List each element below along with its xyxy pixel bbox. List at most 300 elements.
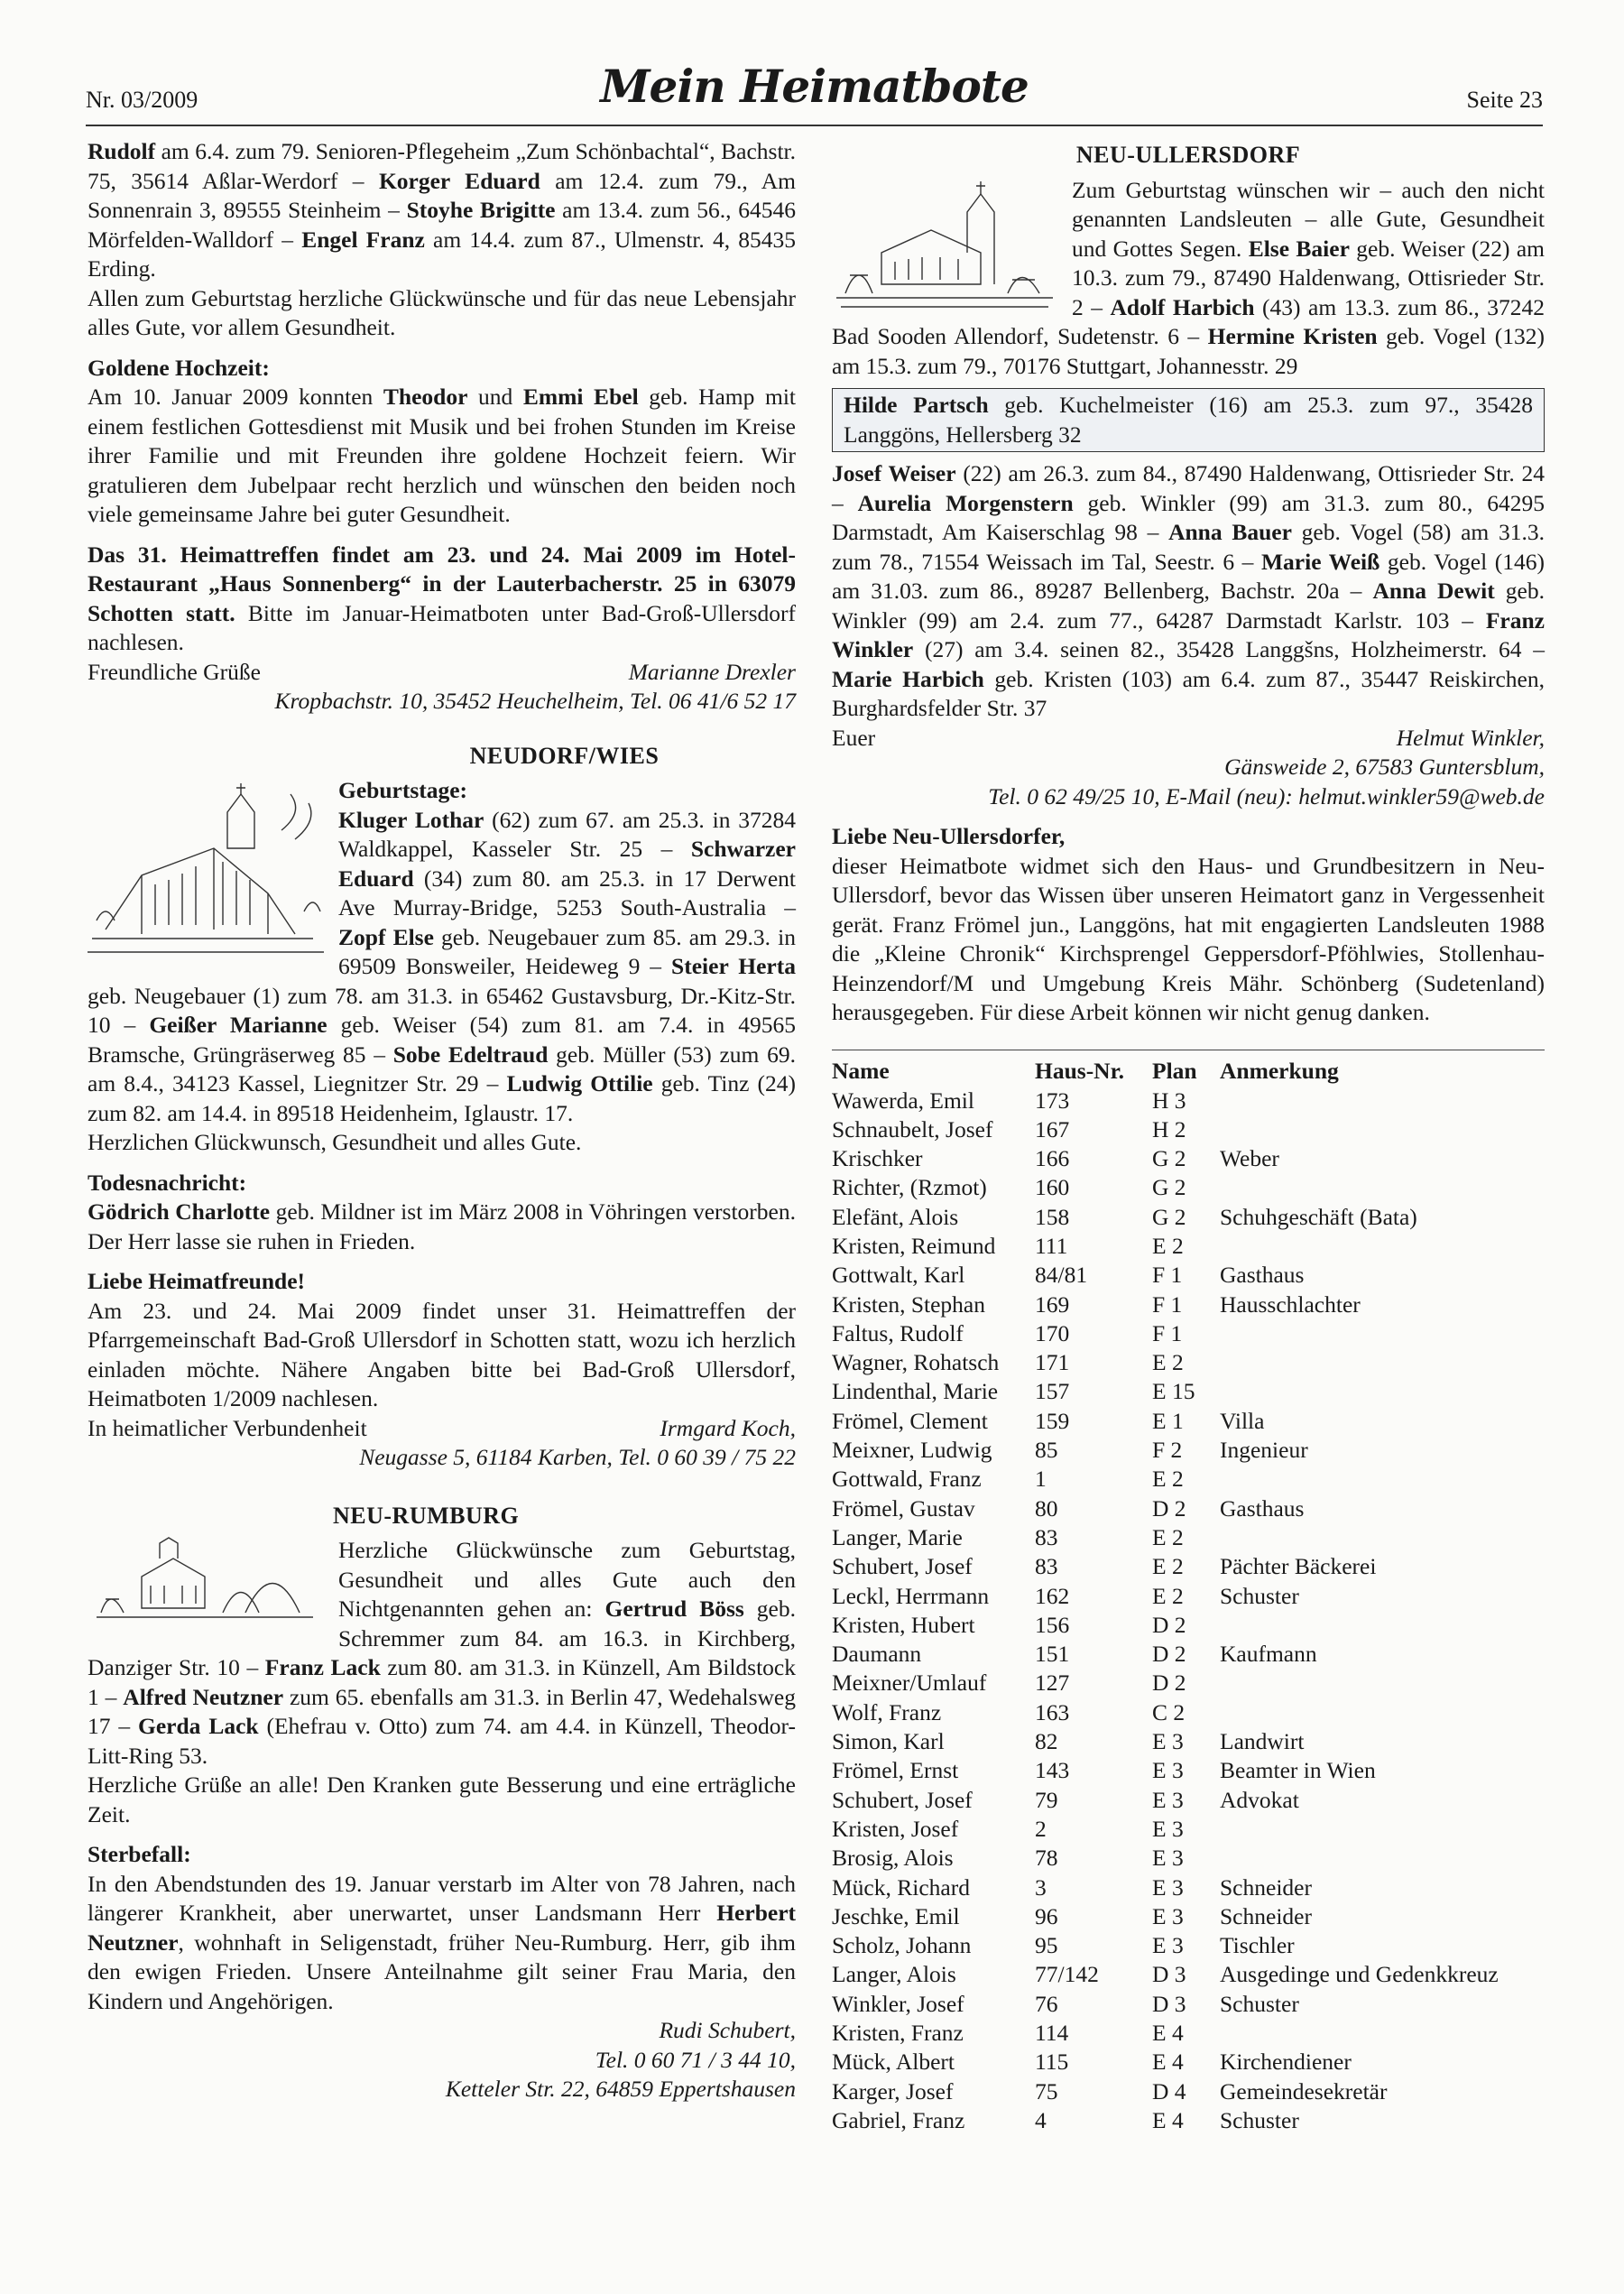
- cell-house-number: 158: [1035, 1203, 1070, 1230]
- cell-remark: Kaufmann: [1220, 1641, 1317, 1668]
- cell-plan: E 2: [1152, 1523, 1184, 1550]
- right-column: [832, 137, 1545, 2135]
- cell-plan: E 2: [1152, 1466, 1184, 1493]
- cell-name: Frömel, Gustav: [832, 1494, 975, 1522]
- cell-house-number: 96: [1035, 1902, 1058, 1929]
- table-row: [832, 1144, 1545, 1173]
- person-name: Marie Harbich: [832, 665, 984, 692]
- person-name: Alfred Neutzner: [123, 1683, 284, 1710]
- death-notice-heading: Todesnachricht:: [88, 1169, 247, 1196]
- table-header-plan: Plan: [1152, 1057, 1197, 1084]
- signature-address: Gänsweide 2, 67583 Guntersblum,: [1224, 754, 1545, 780]
- person-name: Stoyhe Brigitte: [406, 197, 556, 223]
- cell-plan: H 3: [1152, 1087, 1186, 1114]
- person-name: Franz Lack: [264, 1654, 381, 1680]
- person-name: Engel Franz: [301, 226, 425, 253]
- table-row: [832, 1902, 1545, 1931]
- cell-name: Meixner, Ludwig: [832, 1437, 992, 1464]
- text-segment: geb. Müller (53) zum 69. am 8.4., 34123 Kassel, Liegnitzer Str. 29 –: [88, 1041, 796, 1096]
- text-segment: In den Abendstunden des 19. Januar verstarb im Alter von 78 Jahren, nach längerer Krankheit, aber unerwartet, unser Landsmann Herr: [88, 1870, 796, 1926]
- text-segment: (62) zum 67. am 25.3. in 37284 Waldkappel, Kasseler Str. 25 –: [338, 806, 797, 862]
- text-segment: geb. Mildner ist im März 2008 in Vöhringen verstorben. Der Herr lasse sie ruhen in Frieden.: [88, 1198, 796, 1254]
- table-row: [832, 1727, 1545, 1756]
- cell-remark: Ausgedinge und Gedenkkreuz: [1220, 1961, 1499, 1988]
- cell-remark: Beamter in Wien: [1220, 1757, 1376, 1784]
- cell-plan: G 2: [1152, 1145, 1186, 1172]
- greeting: In heimatlicher Verbundenheit: [88, 1414, 367, 1441]
- cell-name: Daumann: [832, 1641, 922, 1668]
- page-header: [86, 52, 1543, 126]
- table-row: [832, 1582, 1545, 1611]
- cell-remark: [1220, 1465, 1545, 1494]
- cell-plan: D 2: [1152, 1611, 1186, 1638]
- cell-plan: F 2: [1152, 1437, 1183, 1464]
- cell-name: Simon, Karl: [832, 1728, 945, 1755]
- cell-remark: [1220, 1611, 1545, 1640]
- table-row: [832, 1087, 1545, 1115]
- table-row: [832, 1407, 1545, 1436]
- text-segment: geb. Winkler (99) am 2.4. zum 77., 64287 Darmstadt Karlstr. 103 –: [832, 578, 1545, 634]
- table-row: [832, 1611, 1545, 1640]
- text-segment: geb. Kristen (103) am 6.4. zum 87., 35447 Reiskirchen, Burghardsfelder Str. 37: [832, 665, 1545, 721]
- signature-address: Neugasse 5, 61184 Karben, Tel. 0 60 39 / 75 22: [359, 1444, 796, 1470]
- table-row: [832, 1436, 1545, 1465]
- cell-name: Winkler, Josef: [832, 1990, 964, 2017]
- cell-remark: Tischler: [1220, 1932, 1295, 1959]
- cell-name: Wolf, Franz: [832, 1698, 942, 1725]
- table-row: [832, 2077, 1545, 2106]
- table-row: [832, 1815, 1545, 1844]
- cell-name: Frömel, Clement: [832, 1407, 988, 1434]
- cell-house-number: 95: [1035, 1932, 1058, 1959]
- person-name: Gödrich Charlotte: [88, 1198, 271, 1225]
- person-name: Anna Dewit: [1372, 578, 1495, 604]
- cell-name: Kristen, Franz: [832, 2020, 964, 2046]
- cell-name: Kristen, Josef: [832, 1815, 959, 1842]
- table-row: [832, 2019, 1545, 2048]
- person-name: Hermine Kristen: [1207, 323, 1378, 349]
- cell-house-number: 80: [1035, 1494, 1058, 1522]
- cell-plan: G 2: [1152, 1203, 1186, 1230]
- cell-remark: Schuster: [1220, 1582, 1299, 1609]
- cell-remark: Schuster: [1220, 2106, 1299, 2133]
- cell-plan: E 3: [1152, 1932, 1184, 1959]
- person-name: Steier Herta: [671, 953, 796, 979]
- cell-remark: [1220, 1173, 1545, 1202]
- text-segment: und: [467, 384, 523, 410]
- cell-name: Gottwald, Franz: [832, 1466, 982, 1493]
- cell-name: Brosig, Alois: [832, 1845, 954, 1872]
- cell-house-number: 1: [1035, 1466, 1047, 1493]
- person-name: Herbert Neutzner: [88, 1900, 796, 1956]
- cell-remark: Schuhgeschäft (Bata): [1220, 1203, 1417, 1230]
- table-row: [832, 1494, 1545, 1523]
- table-row: [832, 2048, 1545, 2077]
- signature-koch: [88, 1414, 796, 1444]
- cell-plan: F 1: [1152, 1290, 1183, 1318]
- cell-plan: E 2: [1152, 1582, 1184, 1609]
- cell-house-number: 160: [1035, 1174, 1070, 1201]
- cell-plan: E 2: [1152, 1553, 1184, 1580]
- cell-plan: D 2: [1152, 1494, 1186, 1522]
- person-name: Anna Bauer: [1168, 519, 1292, 545]
- cell-house-number: 82: [1035, 1728, 1058, 1755]
- cell-house-number: 79: [1035, 1786, 1058, 1813]
- cell-name: Gottwalt, Karl: [832, 1262, 965, 1289]
- cell-house-number: 84/81: [1035, 1262, 1088, 1289]
- cell-remark: Kirchendiener: [1220, 2049, 1352, 2076]
- signature-name: Helmut Winkler,: [1396, 724, 1545, 751]
- person-name: Kluger Lothar: [338, 806, 484, 833]
- text-segment: (34) zum 80. am 25.3. in 17 Derwent Ave Murray-Bridge, 5253 South-Australia –: [338, 865, 796, 920]
- greeting: Euer: [832, 724, 876, 751]
- friends-heading: Liebe Heimatfreunde!: [88, 1268, 306, 1294]
- person-name: Franz Winkler: [832, 606, 1545, 662]
- cell-name: Schubert, Josef: [832, 1786, 973, 1813]
- table-row: [832, 1232, 1545, 1261]
- table-row: [832, 1465, 1545, 1494]
- cell-remark: [1220, 2019, 1545, 2048]
- death-notice-text: [88, 1198, 796, 1256]
- table-row: [832, 2106, 1545, 2135]
- person-name: Gerda Lack: [138, 1713, 259, 1739]
- neudorf-heading: Geburtstage:: [338, 777, 468, 803]
- cell-remark: Hausschlachter: [1220, 1290, 1361, 1318]
- cell-remark: Advokat: [1220, 1786, 1299, 1813]
- letter-text: dieser Heimatbote widmet sich den Haus- und Grundbesitzern in Neu-Ullersdorf, bevor das Wissen über unseren Heimatort ganz in Vergessenheit gerät. Franz Frömel jun., Langgöns, hat mit engagierten Landsleuten 1988 die „Kleine Chronik“ Kirchsprengel Geppersdorf-Pföhlwies, Stollenhau-Heinzendorf/M und Umgebung Kreis Mähr. Schönberg (Sudetenland) herausgegeben. Für diese Arbeit können wir nicht genug danken.: [832, 852, 1545, 1025]
- text-segment: zum 80. am 31.3. in Künzell, Am Bildstock 1 –: [88, 1654, 796, 1710]
- cell-remark: Gasthaus: [1220, 1262, 1305, 1289]
- golden-wedding-heading: Goldene Hochzeit:: [88, 354, 270, 381]
- cell-house-number: 4: [1035, 2106, 1047, 2133]
- text-segment: am 6.4. zum 79. Senioren-Pflegeheim „Zum Schönbachtal“, Bachstr. 75, 35614 Aßlar-Werdorf –: [88, 138, 796, 194]
- cell-house-number: 173: [1035, 1087, 1070, 1114]
- cell-plan: E 2: [1152, 1349, 1184, 1376]
- cell-house-number: 159: [1035, 1407, 1070, 1434]
- cell-name: Langer, Alois: [832, 1961, 956, 1988]
- sterbefall-heading: Sterbefall:: [88, 1841, 191, 1867]
- text-segment: geb. Vogel (58) am 31.3. zum 78., 71554 Weissach im Tal, Seestr. 6 –: [832, 519, 1546, 575]
- intro-paragraphs: [88, 137, 796, 343]
- cell-house-number: 166: [1035, 1145, 1070, 1172]
- church-illustration-ullersdorf: [832, 176, 1057, 311]
- person-name: Emmi Ebel: [522, 384, 639, 410]
- cell-remark: [1220, 1377, 1545, 1406]
- cell-name: Faltus, Rudolf: [832, 1319, 964, 1346]
- cell-name: Frömel, Ernst: [832, 1757, 959, 1784]
- cell-plan: E 3: [1152, 1845, 1184, 1872]
- cell-name: Scholz, Johann: [832, 1932, 972, 1959]
- cell-house-number: 77/142: [1035, 1961, 1099, 1988]
- cell-remark: Gasthaus: [1220, 1494, 1305, 1522]
- paragraph: [88, 284, 796, 343]
- text-segment: am 13.4. zum 56., 64546 Mörfelden-Walldorf –: [88, 197, 796, 253]
- cell-name: Mück, Albert: [832, 2049, 955, 2076]
- cell-remark: Villa: [1220, 1407, 1265, 1434]
- text-segment: (Ehefrau v. Otto) zum 74. am 4.4. in Künzell, Theodor-Litt-Ring 53.: [88, 1713, 796, 1769]
- text-segment: geb. Tinz (24) zum 82. am 14.4. in 89518 Heidenheim, Iglaustr. 17.: [88, 1070, 796, 1126]
- cell-plan: E 3: [1152, 1873, 1184, 1901]
- church-illustration-neudorf: [88, 776, 324, 967]
- cell-plan: D 4: [1152, 2077, 1186, 2104]
- cell-remark: [1220, 1698, 1545, 1727]
- table-row: [832, 1115, 1545, 1144]
- section-title-rumburg-text: NEU-RUMBURG: [333, 1502, 520, 1529]
- text-segment: am 14.4. zum 87., Ulmenstr. 4, 85435 Erding.: [88, 226, 796, 282]
- neudorf-section: [88, 776, 796, 1158]
- person-name: Marie Weiß: [1260, 548, 1380, 575]
- cell-plan: E 4: [1152, 2020, 1184, 2046]
- cell-house-number: 157: [1035, 1378, 1070, 1405]
- text-segment: Zum Geburtstag wünschen wir – auch den nicht genannten Landsleuten – alle Gute, Gesundheit und Gottes Segen.: [1072, 176, 1545, 262]
- person-name: Aurelia Morgenstern: [857, 489, 1074, 516]
- text-segment: (27) am 3.4. seinen 82., 35428 Langgšns, Holzheimerstr. 64 –: [913, 636, 1545, 662]
- section-title-rumburg: [88, 1502, 796, 1531]
- cell-name: Richter, (Rzmot): [832, 1174, 987, 1201]
- letter-heading: Liebe Neu-Ullersdorfer,: [832, 823, 1066, 849]
- cell-plan: E 3: [1152, 1757, 1184, 1784]
- cell-name: Langer, Marie: [832, 1523, 963, 1550]
- table-row: [832, 1523, 1545, 1552]
- table-row: [832, 1844, 1545, 1873]
- cell-house-number: 114: [1035, 2020, 1069, 2046]
- cell-name: Krischker: [832, 1145, 923, 1172]
- cell-plan: D 3: [1152, 1961, 1186, 1988]
- cell-name: Wagner, Rohatsch: [832, 1349, 1000, 1376]
- neudorf-wish: Herzlichen Glückwunsch, Gesundheit und alles Gute.: [88, 1129, 582, 1155]
- cell-plan: E 3: [1152, 1728, 1184, 1755]
- text-segment: geb. Vogel (132) am 15.3. zum 79., 70176 Stuttgart, Johannesstr. 29: [832, 323, 1546, 379]
- table-row: [832, 1990, 1545, 2019]
- table-header-house-number: Haus-Nr.: [1035, 1057, 1124, 1084]
- person-name: Theodor: [383, 384, 468, 410]
- cell-plan: E 3: [1152, 1815, 1184, 1842]
- cell-name: Schubert, Josef: [832, 1553, 973, 1580]
- signature-drexler: [88, 658, 796, 688]
- cell-house-number: 111: [1035, 1232, 1068, 1259]
- cell-remark: Landwirt: [1220, 1728, 1305, 1755]
- table-row: [832, 1873, 1545, 1902]
- cell-house-number: 162: [1035, 1582, 1070, 1609]
- text-segment: , wohnhaft in Seligenstadt, früher Neu-Rumburg. Herr, gib ihm den ewigen Frieden. Unsere Anteilnahme gilt seiner Frau Maria, den Kindern und Angehörigen.: [88, 1929, 796, 2014]
- person-name: Gertrud Böss: [604, 1596, 744, 1622]
- cell-plan: E 15: [1152, 1378, 1195, 1405]
- cell-house-number: 127: [1035, 1670, 1070, 1697]
- cell-name: Kristen, Stephan: [832, 1290, 985, 1318]
- table-header-row: [832, 1056, 1545, 1087]
- cell-remark: Weber: [1220, 1145, 1279, 1172]
- cell-remark: [1220, 1669, 1545, 1697]
- cell-house-number: 163: [1035, 1698, 1070, 1725]
- signature-schubert-tel: Tel. 0 60 71 / 3 44 10,: [595, 2046, 796, 2073]
- cell-plan: E 1: [1152, 1407, 1184, 1434]
- cell-plan: D 2: [1152, 1670, 1186, 1697]
- ullersdorf-birthdays-continued: [832, 459, 1545, 724]
- text-segment: (22) am 26.3. zum 84., 87490 Haldenwang, Ottisrieder Str. 24 –: [832, 460, 1545, 516]
- cell-plan: F 1: [1152, 1262, 1183, 1289]
- text-segment: geb. Weiser (54) zum 81. am 7.4. in 49565 Bramsche, Grüngräserweg 85 –: [88, 1012, 796, 1068]
- cell-remark: Schneider: [1220, 1873, 1312, 1901]
- ullersdorf-section: [832, 176, 1545, 382]
- text-segment: Am 10. Januar 2009 konnten: [88, 384, 383, 410]
- text-segment: (43) am 13.3. zum 86., 37242 Bad Sooden Allendorf, Sudetenstr. 6 –: [832, 293, 1545, 349]
- cell-remark: [1220, 1815, 1545, 1844]
- signature-schubert-name: Rudi Schubert,: [659, 2017, 796, 2043]
- cell-house-number: 76: [1035, 1990, 1058, 2017]
- text-segment: geb. Vogel (146) am 31.03. zum 86., 89287 Bellenberg, Bachstr. 20a –: [832, 548, 1545, 604]
- text-segment: geb. Kuchelmeister (16) am 25.3. zum 97., 35428 Langgöns, Hellersberg 32: [844, 392, 1533, 448]
- table-row: [832, 1756, 1545, 1785]
- person-name: Josef Weiser: [832, 460, 956, 486]
- cell-plan: H 2: [1152, 1115, 1186, 1142]
- cell-house-number: 2: [1035, 1815, 1047, 1842]
- text-segment: geb. Weiser (22) am 10.3. zum 79., 87490 Haldenwang, Ottisrieder Str. 2 –: [1072, 235, 1545, 320]
- cell-house-number: 83: [1035, 1523, 1058, 1550]
- signature-schubert-address: Ketteler Str. 22, 64859 Eppertshausen: [445, 2076, 796, 2102]
- paragraph: [88, 137, 796, 284]
- cell-remark: [1220, 1232, 1545, 1261]
- cell-plan: E 3: [1152, 1786, 1184, 1813]
- text-segment: geb. Neugebauer zum 85. am 29.3. in 69509 Bonsweiler, Heideweg 9 –: [338, 923, 796, 979]
- cell-house-number: 171: [1035, 1349, 1070, 1376]
- cell-name: Schnaubelt, Josef: [832, 1115, 993, 1142]
- text-segment: am 12.4. zum 79., Am Sonnenrain 3, 89555 Steinheim –: [88, 167, 796, 223]
- cell-plan: C 2: [1152, 1698, 1186, 1725]
- cell-plan: G 2: [1152, 1174, 1186, 1201]
- cell-name: Leckl, Herrmann: [832, 1582, 990, 1609]
- rumburg-section: [88, 1536, 796, 1829]
- issue-number: Nr. 03/2009: [86, 87, 198, 113]
- highlight-box-partsch: [832, 388, 1545, 452]
- rumburg-wish: Herzliche Grüße an alle! Den Kranken gute Besserung und eine erträgliche Zeit.: [88, 1771, 796, 1827]
- person-name: Else Baier: [1248, 235, 1350, 262]
- cell-remark: Ingenieur: [1220, 1437, 1308, 1464]
- cell-house-number: 156: [1035, 1611, 1070, 1638]
- person-name: Adolf Harbich: [1110, 293, 1255, 320]
- person-name: Sobe Edeltraud: [392, 1041, 549, 1068]
- table-row: [832, 1786, 1545, 1815]
- table-row: [832, 1173, 1545, 1202]
- friends-text: Am 23. und 24. Mai 2009 findet unser 31. Heimattreffen der Pfarrgemeinschaft Bad-Groß Ullersdorf in Schotten statt, wozu ich herzlich einladen möchte. Nähere Angaben bitte bei Bad-Groß Ullersdorf, Heimatboten 1/2009 nachlesen.: [88, 1297, 796, 1411]
- cell-remark: Schneider: [1220, 1902, 1312, 1929]
- cell-house-number: 170: [1035, 1319, 1070, 1346]
- cell-house-number: 83: [1035, 1553, 1058, 1580]
- golden-wedding-text: [88, 383, 796, 530]
- meeting-announcement: [88, 541, 796, 658]
- table-row: [832, 1261, 1545, 1290]
- cell-remark: Gemeindesekretär: [1220, 2077, 1388, 2104]
- cell-remark: [1220, 1348, 1545, 1377]
- table-row: [832, 1931, 1545, 1960]
- person-name: Schwarzer Eduard: [338, 836, 796, 892]
- cell-plan: E 4: [1152, 2106, 1184, 2133]
- sterbefall-text: [88, 1870, 796, 2017]
- cell-name: Mück, Richard: [832, 1873, 970, 1901]
- cell-house-number: 115: [1035, 2049, 1069, 2076]
- table-row: [832, 1552, 1545, 1581]
- person-name: Hilde Partsch: [844, 392, 989, 418]
- cell-plan: F 1: [1152, 1319, 1183, 1346]
- text-segment: geb. Winkler (99) am 31.3. zum 80., 64295 Darmstadt, Am Kaiserschlag 98 –: [832, 489, 1545, 545]
- cell-plan: E 2: [1152, 1232, 1184, 1259]
- table-header-remark: Anmerkung: [1220, 1057, 1339, 1084]
- cell-house-number: 75: [1035, 2077, 1058, 2104]
- cell-name: Meixner/Umlauf: [832, 1670, 987, 1697]
- text-segment: zum 65. ebenfalls am 31.3. in Berlin 47, Wedehalsweg 17 –: [88, 1683, 796, 1739]
- signature-contact: Tel. 0 62 49/25 10, E-Mail (neu): helmut.winkler59@web.de: [988, 782, 1545, 809]
- cell-name: Kristen, Reimund: [832, 1232, 996, 1259]
- cell-remark: [1220, 1319, 1545, 1348]
- cell-name: Jeschke, Emil: [832, 1902, 960, 1929]
- greeting: Freundliche Grüße: [88, 658, 261, 685]
- section-title-neudorf: NEUDORF/WIES: [469, 742, 660, 769]
- signature-name: Marianne Drexler: [628, 658, 796, 685]
- cell-remark: [1220, 1087, 1545, 1115]
- person-name: Zopf Else: [338, 923, 434, 950]
- cell-house-number: 167: [1035, 1115, 1070, 1142]
- person-name: Das 31. Heimattreffen findet am 23. und 24. Mai 2009 im Hotel-Restaurant „Haus Sonnenberg“ in der Lauterbacherstr. 25 in 63079 Schotten statt.: [88, 541, 796, 626]
- table-row: [832, 1203, 1545, 1232]
- table-body: [832, 1087, 1545, 2136]
- left-column: [88, 137, 796, 2104]
- table-row: [832, 1698, 1545, 1727]
- cell-plan: E 3: [1152, 1902, 1184, 1929]
- person-name: Geißer Marianne: [149, 1012, 328, 1038]
- cell-remark: [1220, 1523, 1545, 1552]
- table-row: [832, 1960, 1545, 1989]
- text-segment: Bitte im Januar-Heimatboten unter Bad-Groß-Ullersdorf nachlesen.: [88, 599, 796, 655]
- person-name: Rudolf: [88, 138, 156, 164]
- cell-plan: D 2: [1152, 1641, 1186, 1668]
- cell-house-number: 151: [1035, 1641, 1070, 1668]
- masthead-title: Mein Heimatbote: [600, 60, 1029, 113]
- table-row: [832, 1640, 1545, 1669]
- text-segment: Allen zum Geburtstag herzliche Glückwünsche und für das neue Lebensjahr alles Gute, vor allem Gesundheit.: [88, 284, 796, 340]
- cell-name: Karger, Josef: [832, 2077, 954, 2104]
- cell-name: Wawerda, Emil: [832, 1087, 974, 1114]
- cell-house-number: 85: [1035, 1437, 1058, 1464]
- cell-name: Kristen, Hubert: [832, 1611, 975, 1638]
- signature-name: Irmgard Koch,: [660, 1414, 796, 1441]
- cell-house-number: 3: [1035, 1873, 1047, 1901]
- person-name: Ludwig Ottilie: [506, 1070, 653, 1096]
- table-row: [832, 1319, 1545, 1348]
- table-header-name: Name: [832, 1057, 890, 1084]
- signature-winkler: [832, 724, 1545, 754]
- cell-remark: [1220, 1844, 1545, 1873]
- page-number: Seite 23: [1466, 87, 1543, 113]
- text-segment: geb. Hamp mit einem festlichen Gottesdienst mit Musik und bei frohen Stunden im Kreise ihrer Familie und mit Freunden ihre goldene Hochzeit feiern. Wir gratulieren dem Jubelpaar recht herzlich und wünschen den beiden noch viele gemeinsame Jahre bei guter Gesundheit.: [88, 384, 796, 527]
- table-row: [832, 1669, 1545, 1697]
- section-title-ullersdorf: NEU-ULLERSDORF: [1075, 142, 1301, 168]
- cell-house-number: 78: [1035, 1845, 1058, 1872]
- text-segment: Herzliche Glückwünsche zum Geburtstag, Gesundheit und alles Gute auch den Nichtgenannten gehen an:: [338, 1537, 796, 1622]
- cell-remark: Schuster: [1220, 1990, 1299, 2017]
- cell-name: Gabriel, Franz: [832, 2106, 965, 2133]
- text-segment: geb. Neugebauer (1) zum 78. am 31.3. in 65462 Gustavsburg, Dr.-Kitz-Str. 10 –: [88, 982, 796, 1038]
- text-segment: geb. Schremmer zum 84. am 16.3. in Kirchberg, Danziger Str. 10 –: [88, 1596, 797, 1680]
- church-illustration-rumburg: [88, 1536, 324, 1630]
- table-row: [832, 1290, 1545, 1319]
- cell-remark: [1220, 1115, 1545, 1144]
- person-name: Korger Eduard: [378, 167, 540, 194]
- cell-house-number: 143: [1035, 1757, 1070, 1784]
- cell-name: Elefänt, Alois: [832, 1203, 959, 1230]
- highlight-text: [844, 391, 1533, 449]
- cell-remark: Pächter Bäckerei: [1220, 1553, 1377, 1580]
- table-row: [832, 1377, 1545, 1406]
- house-owner-table: [832, 1056, 1545, 2136]
